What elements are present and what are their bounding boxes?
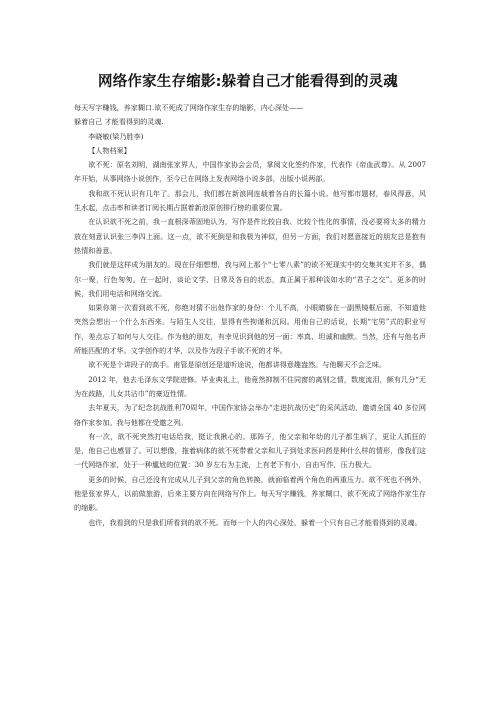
author-line: 李晓敏(梁乃胜李) — [88, 131, 144, 141]
paragraph: 如果你第一次看到欲不死，你绝对猜不出他作家的身份：个儿不高，小眼睛躲在一副黑镜框后面，不知道他突然会想出一个什么东西来。与陌生人交往，显得有些拘谨和沉闷。用他自己的话说，长期“宅男”式的职业写作，差点忘了如何与人交往。作为他的朋友，有幸见识到他的另一面：率真、坦诚和幽默。当然，还有与他名声所能匹配的才华。文学创作的才华，以及作为段子手欲不死的才华。 — [74, 303, 426, 356]
section-heading: 【人物档案】 — [88, 145, 131, 155]
paragraph: 2012 年，他去毛泽东文学院进修。毕业典礼上，他竟然抑制不住同窗的离别之情，数度流泪，颇有几分“无为在歧路，儿女共沾巾”的豪迈性情。 — [74, 374, 426, 398]
paragraph: 我和欲不死认识有几年了。那会儿，我们都在新浪网连载着各自的长篇小说。他写都市题材，春风得意，风生水起，点击率和读者订阅长期占据着新浪原创排行榜的重要位置。 — [74, 188, 426, 213]
paragraph: 也许，我看到的只是我们所看到的欲不死。而每一个人的内心深处，躲着一个只有自己才能看得到的灵魂。 — [88, 517, 422, 527]
paragraph: 去年夏天，为了纪念抗战胜利70周年，中国作家协会举办“走进抗战历史”的采风活动，邀请全国 40 多位网络作家参加。我与他都在受邀之列。 — [74, 403, 426, 427]
paragraph: 有一次，欲不死突然打电话给我，挺让我揪心的。那阵子，他父亲和年幼的儿子都生病了，更让人抓狂的是，他自己也感冒了。可以想像，拖着病体的欲不死带着父亲和儿子到处求医问药是种什么样的情形，像我们这一代网络作家，处于一种尴尬的位置：30 岁左右为主流，上有老下有小，自由写作，压力极大。 — [74, 431, 426, 470]
paragraph: 欲不死：原名刘明，湖南张家界人，中国作家协会会员，掌阅文化签约作家，代表作《帝血武尊》。从 2007 年开始，从事网络小说创作，至今已在网络上发表网络小说多部，出版小说两部。 — [74, 160, 426, 184]
document-title: 网络作家生存缩影:躲着自己才能看得到的灵魂 — [98, 74, 398, 90]
paragraph: 更多的时候，自己还没有完成从儿子到父亲的角色转换，就面临着两个角色的两重压力。欲不死也不例外，他是张家界人，以前做旅游，后来主要方向在网络写作上。每天写字赚钱，养家糊口，欲不死成了网络作家生存的缩影。 — [74, 474, 426, 513]
paragraph: 在认识欲不死之前，我一直根深蒂固地认为，写作是件比较自我、比较个性化的事情，没必要将太多的精力放在刻意认识张三李四上面。这一点，欲不死倒是和我极为神似，但另一方面，我们对愿意接近的朋友总是抱有热情和善意。 — [74, 217, 426, 255]
document-body — [74, 101, 426, 530]
paragraph: 我们就是这样成为朋友的。现在仔细想想，我与网上那个“七零八素”的欲不死现实中的交集其实并不多，偶尔一聚，行色匆匆。在一起时，谈论文学、日常及各自的状态，真正属于那种淡如水的“君子之交”。更多的时候，我们用电话和网络交流。 — [74, 260, 426, 298]
intro-line: 躲着自己 才能看得到的灵魂. — [74, 117, 164, 127]
intro-line: 每天写字赚钱，养家糊口.欲不死成了网络作家生存的缩影，内心深处—— — [74, 103, 304, 112]
paragraph: 欲不死是个讲段子的高手。甫管是原创还是道听途说，他都讲得意趣盎然。与他聊天不会乏味。 — [88, 360, 387, 370]
